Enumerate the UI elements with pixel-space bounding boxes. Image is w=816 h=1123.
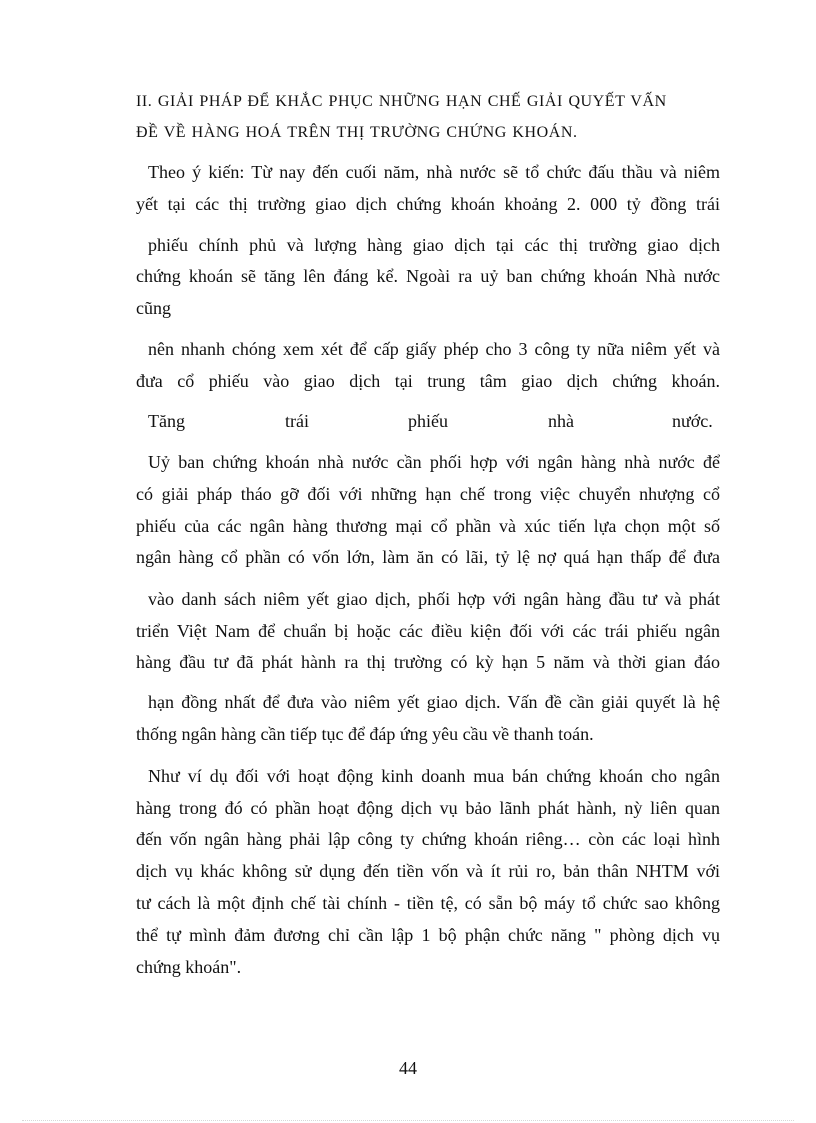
body-line: vào danh sách niêm yết giao dịch, phối hợp với ngân hàng đầu tư và phát bbox=[148, 589, 720, 609]
body-line: triển Việt Nam để chuẩn bị hoặc các điều kiện đối với các trái phiếu ngân bbox=[136, 621, 720, 641]
body-line: thể tự mình đảm đương chỉ cần lập 1 bộ phận chức năng " phòng dịch vụ bbox=[136, 925, 720, 945]
body-line: đến vốn ngân hàng phải lập công ty chứng khoán riêng… còn các loại hình bbox=[136, 829, 720, 849]
body-line: ngân hàng cổ phần có vốn lớn, làm ăn có lãi, tỷ lệ nợ quá hạn thấp để đưa bbox=[136, 547, 720, 567]
body-line: hàng trong đó có phần hoạt động dịch vụ bảo lãnh phát hành, nỳ liên quan bbox=[136, 798, 720, 818]
body-line: yết tại các thị trường giao dịch chứng khoán khoảng 2. 000 tỷ đồng trái bbox=[136, 194, 720, 214]
body-line: tư cách là một định chế tài chính - tiền tệ, có sẵn bộ máy tổ chức sao không bbox=[136, 893, 720, 913]
body-line: phiếu chính phủ và lượng hàng giao dịch tại các thị trường giao dịch bbox=[148, 235, 720, 255]
body-line: chứng khoán sẽ tăng lên đáng kể. Ngoài ra uỷ ban chứng khoán Nhà nước bbox=[136, 266, 720, 286]
page-bottom-divider bbox=[22, 1120, 794, 1121]
body-line: chứng khoán". bbox=[136, 957, 242, 977]
section-heading-line-2: ĐỀ VỀ HÀNG HOÁ TRÊN THỊ TRƯỜNG CHỨNG KHOÁN. bbox=[136, 124, 578, 141]
spread-word: Tăng bbox=[148, 411, 185, 431]
body-line: thống ngân hàng cần tiếp tục để đáp ứng yêu cầu về thanh toán. bbox=[136, 724, 594, 744]
body-line: hạn đồng nhất để đưa vào niêm yết giao dịch. Vấn đề cần giải quyết là hệ bbox=[148, 692, 720, 712]
body-line: có giải pháp tháo gỡ đối với những hạn chế trong việc chuyển nhượng cổ bbox=[136, 484, 720, 504]
body-line: đưa cổ phiếu vào giao dịch tại trung tâm giao dịch chứng khoán. bbox=[136, 371, 720, 391]
body-line: Theo ý kiến: Từ nay đến cuối năm, nhà nước sẽ tổ chức đấu thầu và niêm bbox=[148, 162, 720, 182]
spread-word: phiếu bbox=[408, 411, 448, 431]
body-line: Uỷ ban chứng khoán nhà nước cần phối hợp với ngân hàng nhà nước để bbox=[148, 452, 720, 472]
spread-word: nước. bbox=[672, 411, 713, 431]
body-line: phiếu của các ngân hàng thương mại cổ phần và xúc tiến lựa chọn một số bbox=[136, 516, 720, 536]
section-heading-line-1: II. GIẢI PHÁP ĐỂ KHẮC PHỤC NHỮNG HẠN CHẾ GIẢI QUYẾT VẤN bbox=[136, 93, 667, 110]
body-line: cũng bbox=[136, 298, 171, 318]
spread-word: nhà bbox=[548, 411, 574, 431]
body-line: hàng đầu tư đã phát hành ra thị trường có kỳ hạn 5 năm và thời gian đáo bbox=[136, 652, 720, 672]
spread-word: trái bbox=[285, 411, 309, 431]
page-number: 44 bbox=[399, 1058, 417, 1078]
body-line: Như ví dụ đối với hoạt động kinh doanh mua bán chứng khoán cho ngân bbox=[148, 766, 720, 786]
body-line: dịch vụ khác không sử dụng đến tiền vốn và ít rủi ro, bản thân NHTM với bbox=[136, 861, 720, 881]
body-line: nên nhanh chóng xem xét để cấp giấy phép cho 3 công ty nữa niêm yết và bbox=[148, 339, 720, 359]
